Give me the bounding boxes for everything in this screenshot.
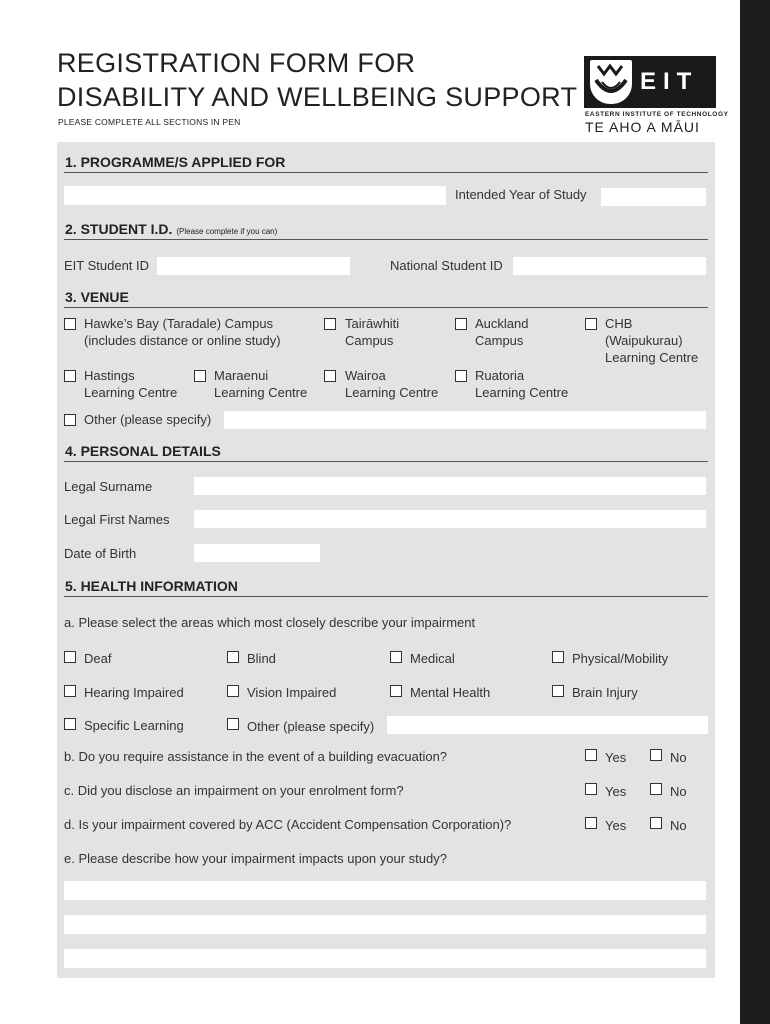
venue-auckland-checkbox[interactable] [455, 318, 467, 330]
venue-ruatoria-checkbox[interactable] [455, 370, 467, 382]
date-of-birth-label: Date of Birth [64, 546, 137, 561]
logo-subtext: EASTERN INSTITUTE OF TECHNOLOGY [585, 111, 729, 118]
section-divider [64, 172, 708, 173]
national-student-id-label: National Student ID [390, 258, 503, 273]
impairment-specific-learning-label: Specific Learning [84, 718, 184, 733]
venue-tairawhiti-label: Tairāwhiti Campus [345, 316, 400, 348]
legal-surname-input[interactable] [194, 477, 706, 495]
question-b: b. Do you require assistance in the event of a building evacuation? [64, 749, 448, 764]
form-title-line2: DISABILITY AND WELLBEING SUPPORT [57, 82, 578, 112]
impairment-specific-learning-checkbox[interactable] [64, 718, 76, 730]
impact-description-line-2[interactable] [64, 915, 706, 934]
impairment-hearing-label: Hearing Impaired [84, 685, 184, 700]
section-1-heading: 1. PROGRAMME/S APPLIED FOR [65, 154, 286, 170]
year-of-study-input[interactable] [601, 188, 706, 206]
question-d: d. Is your impairment covered by ACC (Accident Compensation Corporation)? [64, 817, 512, 832]
venue-maraenui-checkbox[interactable] [194, 370, 206, 382]
impairment-blind-label: Blind [247, 651, 276, 666]
programme-input[interactable] [64, 186, 446, 205]
question-d-no-checkbox[interactable] [650, 817, 662, 829]
impact-description-line-3[interactable] [64, 949, 706, 968]
section-2-note: (Please complete if you can) [176, 227, 278, 236]
venue-maraenui-label: Maraenui Learning Centre [214, 368, 308, 400]
logo-maori-name: TE AHO A MĀUI [585, 119, 700, 135]
logo-text: EIT [640, 68, 699, 95]
question-b-no-label: No [670, 750, 687, 765]
question-a: a. Please select the areas which most closely describe your impairment [64, 615, 476, 630]
impairment-other-checkbox[interactable] [227, 718, 239, 730]
venue-chb-label: CHB (Waipukurau) Learning Centre [605, 316, 699, 365]
impairment-physical-checkbox[interactable] [552, 651, 564, 663]
impairment-hearing-checkbox[interactable] [64, 685, 76, 697]
venue-wairoa-label: Wairoa Learning Centre [345, 368, 439, 400]
eit-student-id-input[interactable] [157, 257, 350, 275]
section-divider [64, 239, 708, 240]
question-e: e. Please describe how your impairment impacts upon your study? [64, 851, 447, 866]
legal-first-names-label: Legal First Names [64, 512, 170, 527]
legal-surname-label: Legal Surname [64, 479, 153, 494]
question-d-yes-label: Yes [605, 818, 627, 833]
venue-other-label: Other (please specify) [84, 412, 212, 427]
venue-auckland-label: Auckland Campus [475, 316, 529, 348]
impairment-mental-health-checkbox[interactable] [390, 685, 402, 697]
section-2-heading: 2. STUDENT I.D. (Please complete if you can) [65, 221, 278, 237]
impairment-medical-checkbox[interactable] [390, 651, 402, 663]
section-3-heading: 3. VENUE [65, 289, 129, 305]
year-of-study-label: Intended Year of Study [455, 187, 587, 202]
impairment-physical-label: Physical/Mobility [572, 651, 669, 666]
national-student-id-input[interactable] [513, 257, 706, 275]
question-b-yes-checkbox[interactable] [585, 749, 597, 761]
question-c: c. Did you disclose an impairment on your enrolment form? [64, 783, 404, 798]
section-4-heading: 4. PERSONAL DETAILS [65, 443, 221, 459]
impact-description-line-1[interactable] [64, 881, 706, 900]
impairment-vision-label: Vision Impaired [247, 685, 337, 700]
venue-hastings-checkbox[interactable] [64, 370, 76, 382]
section-divider [64, 461, 708, 462]
eit-shield-icon [590, 60, 632, 104]
right-edge-bar [740, 0, 770, 1024]
legal-first-names-input[interactable] [194, 510, 706, 528]
venue-wairoa-checkbox[interactable] [324, 370, 336, 382]
impairment-deaf-label: Deaf [84, 651, 112, 666]
impairment-mental-health-label: Mental Health [410, 685, 491, 700]
section-5-heading: 5. HEALTH INFORMATION [65, 578, 238, 594]
question-d-no-label: No [670, 818, 687, 833]
impairment-brain-injury-checkbox[interactable] [552, 685, 564, 697]
venue-hawkes-bay-label: Hawke’s Bay (Taradale) Campus (includes distance or online study) [84, 316, 281, 348]
question-c-no-label: No [670, 784, 687, 799]
venue-other-input[interactable] [224, 411, 706, 429]
date-of-birth-input[interactable] [194, 544, 320, 562]
venue-hastings-label: Hastings Learning Centre [84, 368, 178, 400]
venue-ruatoria-label: Ruatoria Learning Centre [475, 368, 569, 400]
eit-student-id-label: EIT Student ID [64, 258, 150, 273]
impairment-brain-injury-label: Brain Injury [572, 685, 638, 700]
question-b-yes-label: Yes [605, 750, 627, 765]
form-title-line1: REGISTRATION FORM FOR [57, 48, 416, 78]
venue-other-checkbox[interactable] [64, 414, 76, 426]
section-divider [64, 596, 708, 597]
impairment-deaf-checkbox[interactable] [64, 651, 76, 663]
venue-chb-checkbox[interactable] [585, 318, 597, 330]
impairment-vision-checkbox[interactable] [227, 685, 239, 697]
impairment-medical-label: Medical [410, 651, 455, 666]
venue-tairawhiti-checkbox[interactable] [324, 318, 336, 330]
impairment-other-label: Other (please specify) [247, 719, 375, 734]
question-b-no-checkbox[interactable] [650, 749, 662, 761]
impairment-other-input[interactable] [387, 716, 708, 734]
impairment-blind-checkbox[interactable] [227, 651, 239, 663]
question-d-yes-checkbox[interactable] [585, 817, 597, 829]
venue-hawkes-bay-checkbox[interactable] [64, 318, 76, 330]
question-c-yes-label: Yes [605, 784, 627, 799]
question-c-no-checkbox[interactable] [650, 783, 662, 795]
section-divider [64, 307, 708, 308]
question-c-yes-checkbox[interactable] [585, 783, 597, 795]
form-subtitle: PLEASE COMPLETE ALL SECTIONS IN PEN [58, 117, 241, 127]
